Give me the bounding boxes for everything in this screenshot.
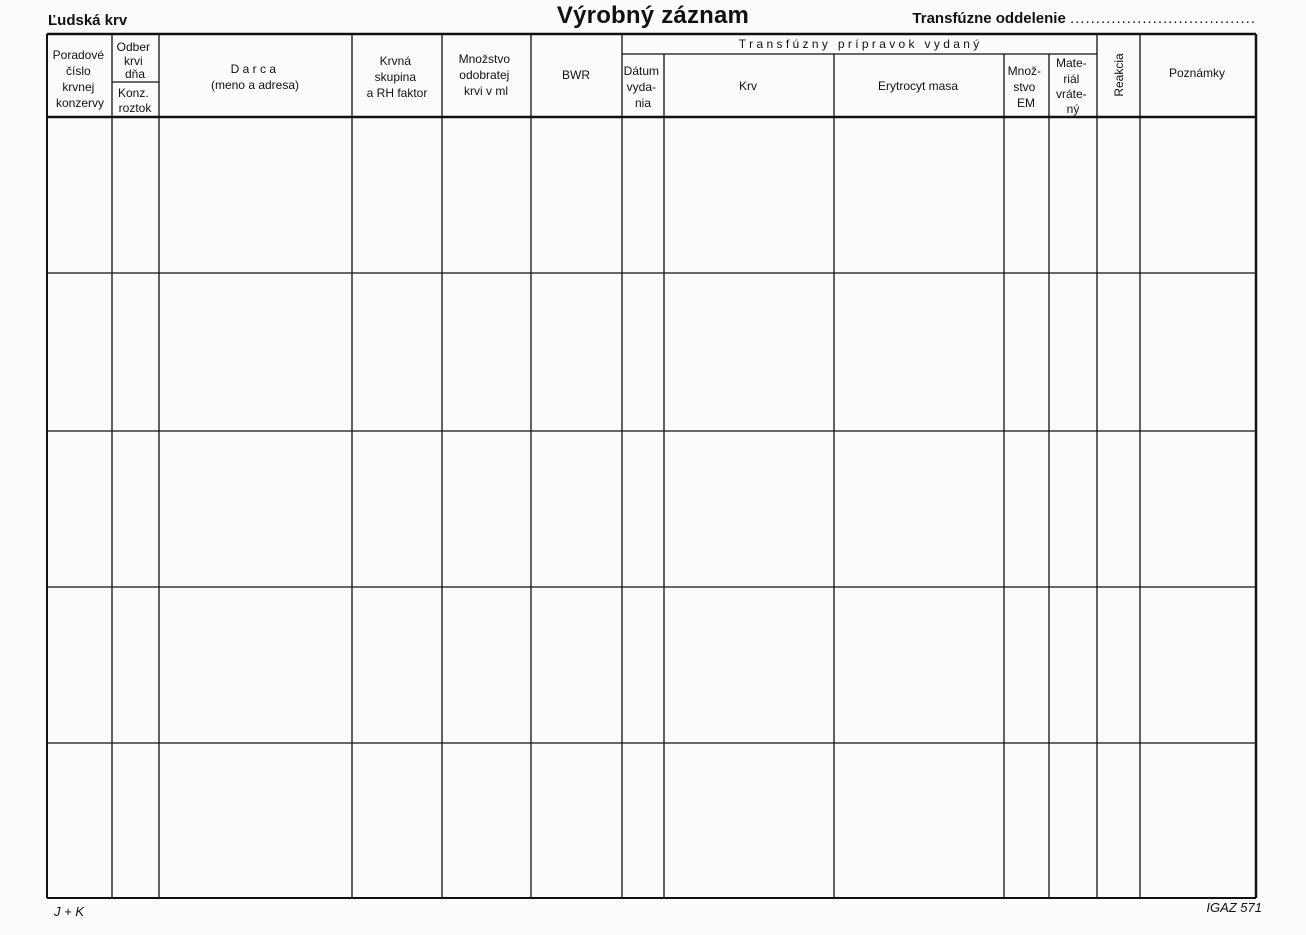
col-datum: Dátum vyda- nia (623, 64, 659, 110)
row-lines (47, 273, 1256, 743)
col-krv: Krv (739, 79, 757, 93)
col-group-transfuzny: T r a n s f ú z n y p r í p r a v o k v y d a n ý (738, 37, 980, 51)
footer-form-code: IGAZ 571 (1206, 900, 1262, 915)
col-odber: Odber krvi dňa (116, 40, 151, 81)
col-bwr: BWR (562, 68, 590, 82)
department-text: Transfúzne oddelenie (912, 10, 1066, 27)
column-lines (112, 34, 1140, 898)
col-erytrocyt: Erytrocyt masa (877, 79, 959, 93)
col-material: Mate- riál vráte- ný (1055, 56, 1087, 116)
col-mnozstvo-em: Množ- stvo EM (1007, 64, 1041, 110)
col-darca: D a r c a (meno a adresa) (210, 62, 300, 92)
col-reakcia: Reakcia (1112, 53, 1126, 97)
department-blank: .................................... (1069, 10, 1256, 27)
table-frame (47, 34, 1256, 898)
form-title: Výrobný záznam (556, 2, 750, 29)
sheet-label: Ľudská krv (48, 12, 128, 29)
col-krvna-skupina: Krvná skupina a RH faktor (366, 54, 428, 100)
col-konz-roztok: Konz. roztok (117, 86, 152, 115)
col-poznamky: Poznámky (1168, 66, 1226, 80)
col-poradove: Poradové číslo krvnej konzervy (52, 48, 105, 110)
footer-left: J + K (54, 904, 84, 919)
col-mnozstvo: Množstvo odobratej krvi v ml (458, 52, 511, 98)
